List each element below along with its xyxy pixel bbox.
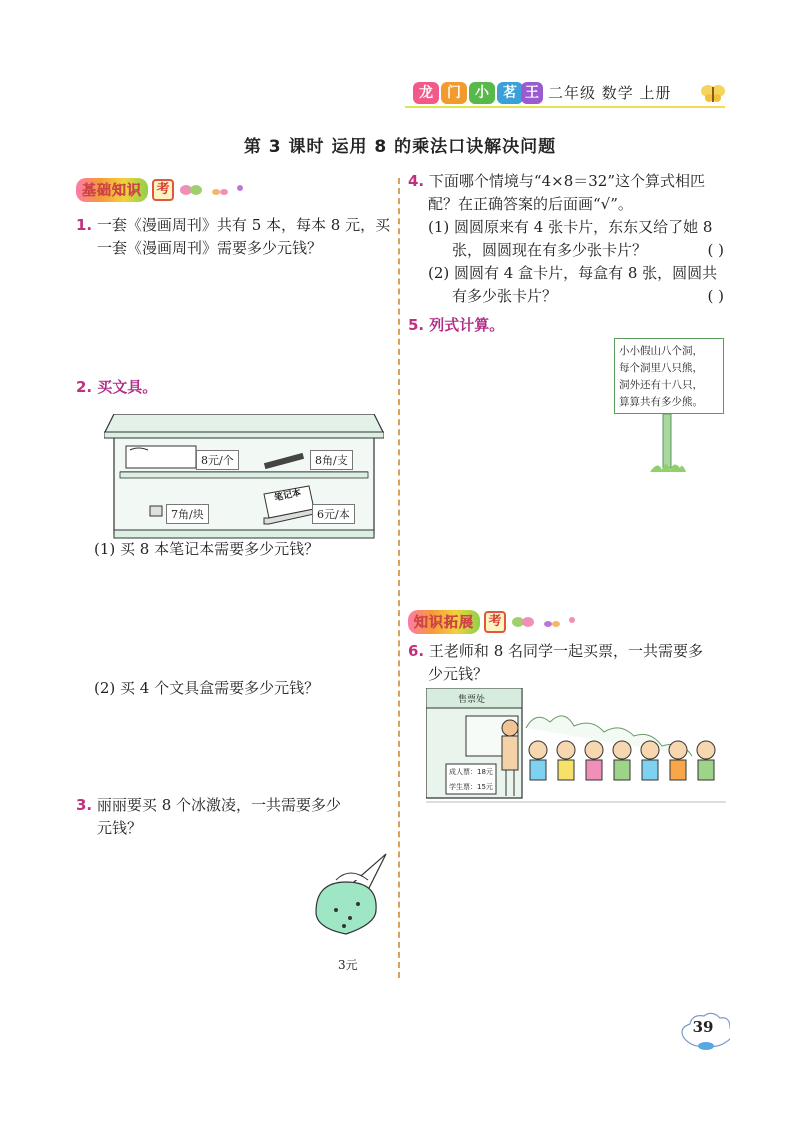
ice-cream-price: 3元	[338, 958, 358, 972]
logo-char: 门	[441, 82, 467, 104]
logo-char: 茗	[497, 82, 523, 104]
kao-icon: 考	[484, 611, 506, 633]
question-text: 下面哪个情境与“4×8＝32”这个算式相匹	[428, 172, 706, 190]
section-badge-basic	[76, 178, 248, 202]
sign-line: 洞外还有十八只，	[619, 379, 703, 391]
question-title: 买文具。	[97, 378, 158, 396]
option-2: (2) 圆圆有 4 盒卡片，每盒有 8 张，圆圆共	[428, 264, 718, 282]
question-text: 王老师和 8 名同学一起买票，一共需要多	[428, 642, 704, 660]
price-tag-notebook: 6元/本	[312, 504, 355, 524]
question-text: 少元钱？	[428, 665, 489, 683]
butterflies-icon	[178, 180, 248, 200]
logo-char: 小	[469, 82, 495, 104]
grade-title: 二年级 数学 上册	[548, 84, 672, 102]
price-tag-eraser: 7角/块	[166, 504, 209, 524]
question-6	[408, 640, 724, 686]
question-text: 一套《漫画周刊》需要多少元钱？	[97, 239, 323, 257]
price-tag-pencil-box: 8元/个	[196, 450, 239, 470]
option-text: 张，圆圆现在有多少张卡片？	[452, 241, 648, 259]
question-number: 3.	[76, 796, 93, 814]
column-divider	[398, 178, 400, 978]
option-text: 有多少张卡片？	[452, 287, 558, 305]
header-rule	[405, 106, 725, 108]
ice-cream-illustration	[306, 852, 390, 946]
page-number: 39	[692, 1018, 714, 1036]
question-2-title	[76, 376, 157, 397]
section-badge-extend	[408, 610, 580, 634]
butterflies-icon	[510, 612, 580, 632]
student-ticket-price: 学生票：15元	[449, 783, 493, 791]
sign-post-icon	[648, 414, 688, 474]
question-text: 配？在正确答案的后面画“√”。	[428, 195, 633, 213]
lesson-title: 第 3 课时 运用 8 的乘法口诀解决问题	[243, 137, 557, 157]
question-2-sub-1: (1) 买 8 本笔记本需要多少元钱？	[94, 540, 320, 558]
question-text: 丽丽要买 8 个冰激凌，一共需要多少	[96, 796, 342, 814]
question-4	[408, 170, 724, 308]
question-5-title	[408, 314, 504, 335]
sign-line: 算算共有多少熊。	[619, 396, 703, 408]
question-text: 元钱？	[97, 819, 143, 837]
booth-sign: 售票处	[458, 695, 486, 705]
butterfly-icon	[698, 82, 728, 104]
kao-icon: 考	[152, 179, 174, 201]
question-number: 4.	[408, 172, 425, 190]
logo-char: 王	[521, 82, 543, 104]
section-label: 知识拓展	[408, 610, 480, 634]
question-2-sub-2: (2) 买 4 个文具盒需要多少元钱？	[94, 679, 320, 697]
rhyme-sign	[614, 338, 724, 414]
adult-ticket-price: 成人票：18元	[449, 768, 493, 776]
question-number: 5.	[408, 316, 425, 334]
notebook-label: 笔记本	[273, 488, 303, 504]
question-text: 一套《漫画周刊》共有 5 本，每本 8 元，买	[96, 216, 391, 234]
question-number: 6.	[408, 642, 425, 660]
option-1: (1) 圆圆原来有 4 张卡片，东东又给了她 8	[428, 218, 713, 236]
sign-line: 小小假山八个洞，	[619, 345, 703, 357]
section-label: 基础知识	[76, 178, 148, 202]
sign-line: 每个洞里八只熊，	[619, 362, 703, 374]
question-number: 2.	[76, 378, 93, 396]
price-tag-pen: 8角/支	[310, 450, 353, 470]
series-logo	[413, 82, 525, 104]
answer-blank[interactable]: ( )	[707, 241, 724, 259]
question-1	[76, 214, 392, 260]
logo-char: 龙	[413, 82, 439, 104]
question-3	[76, 794, 392, 840]
question-number: 1.	[76, 216, 93, 234]
option-1-cont	[408, 239, 724, 262]
option-2-cont	[408, 285, 724, 308]
answer-blank[interactable]: ( )	[707, 287, 724, 305]
question-title: 列式计算。	[429, 316, 505, 334]
